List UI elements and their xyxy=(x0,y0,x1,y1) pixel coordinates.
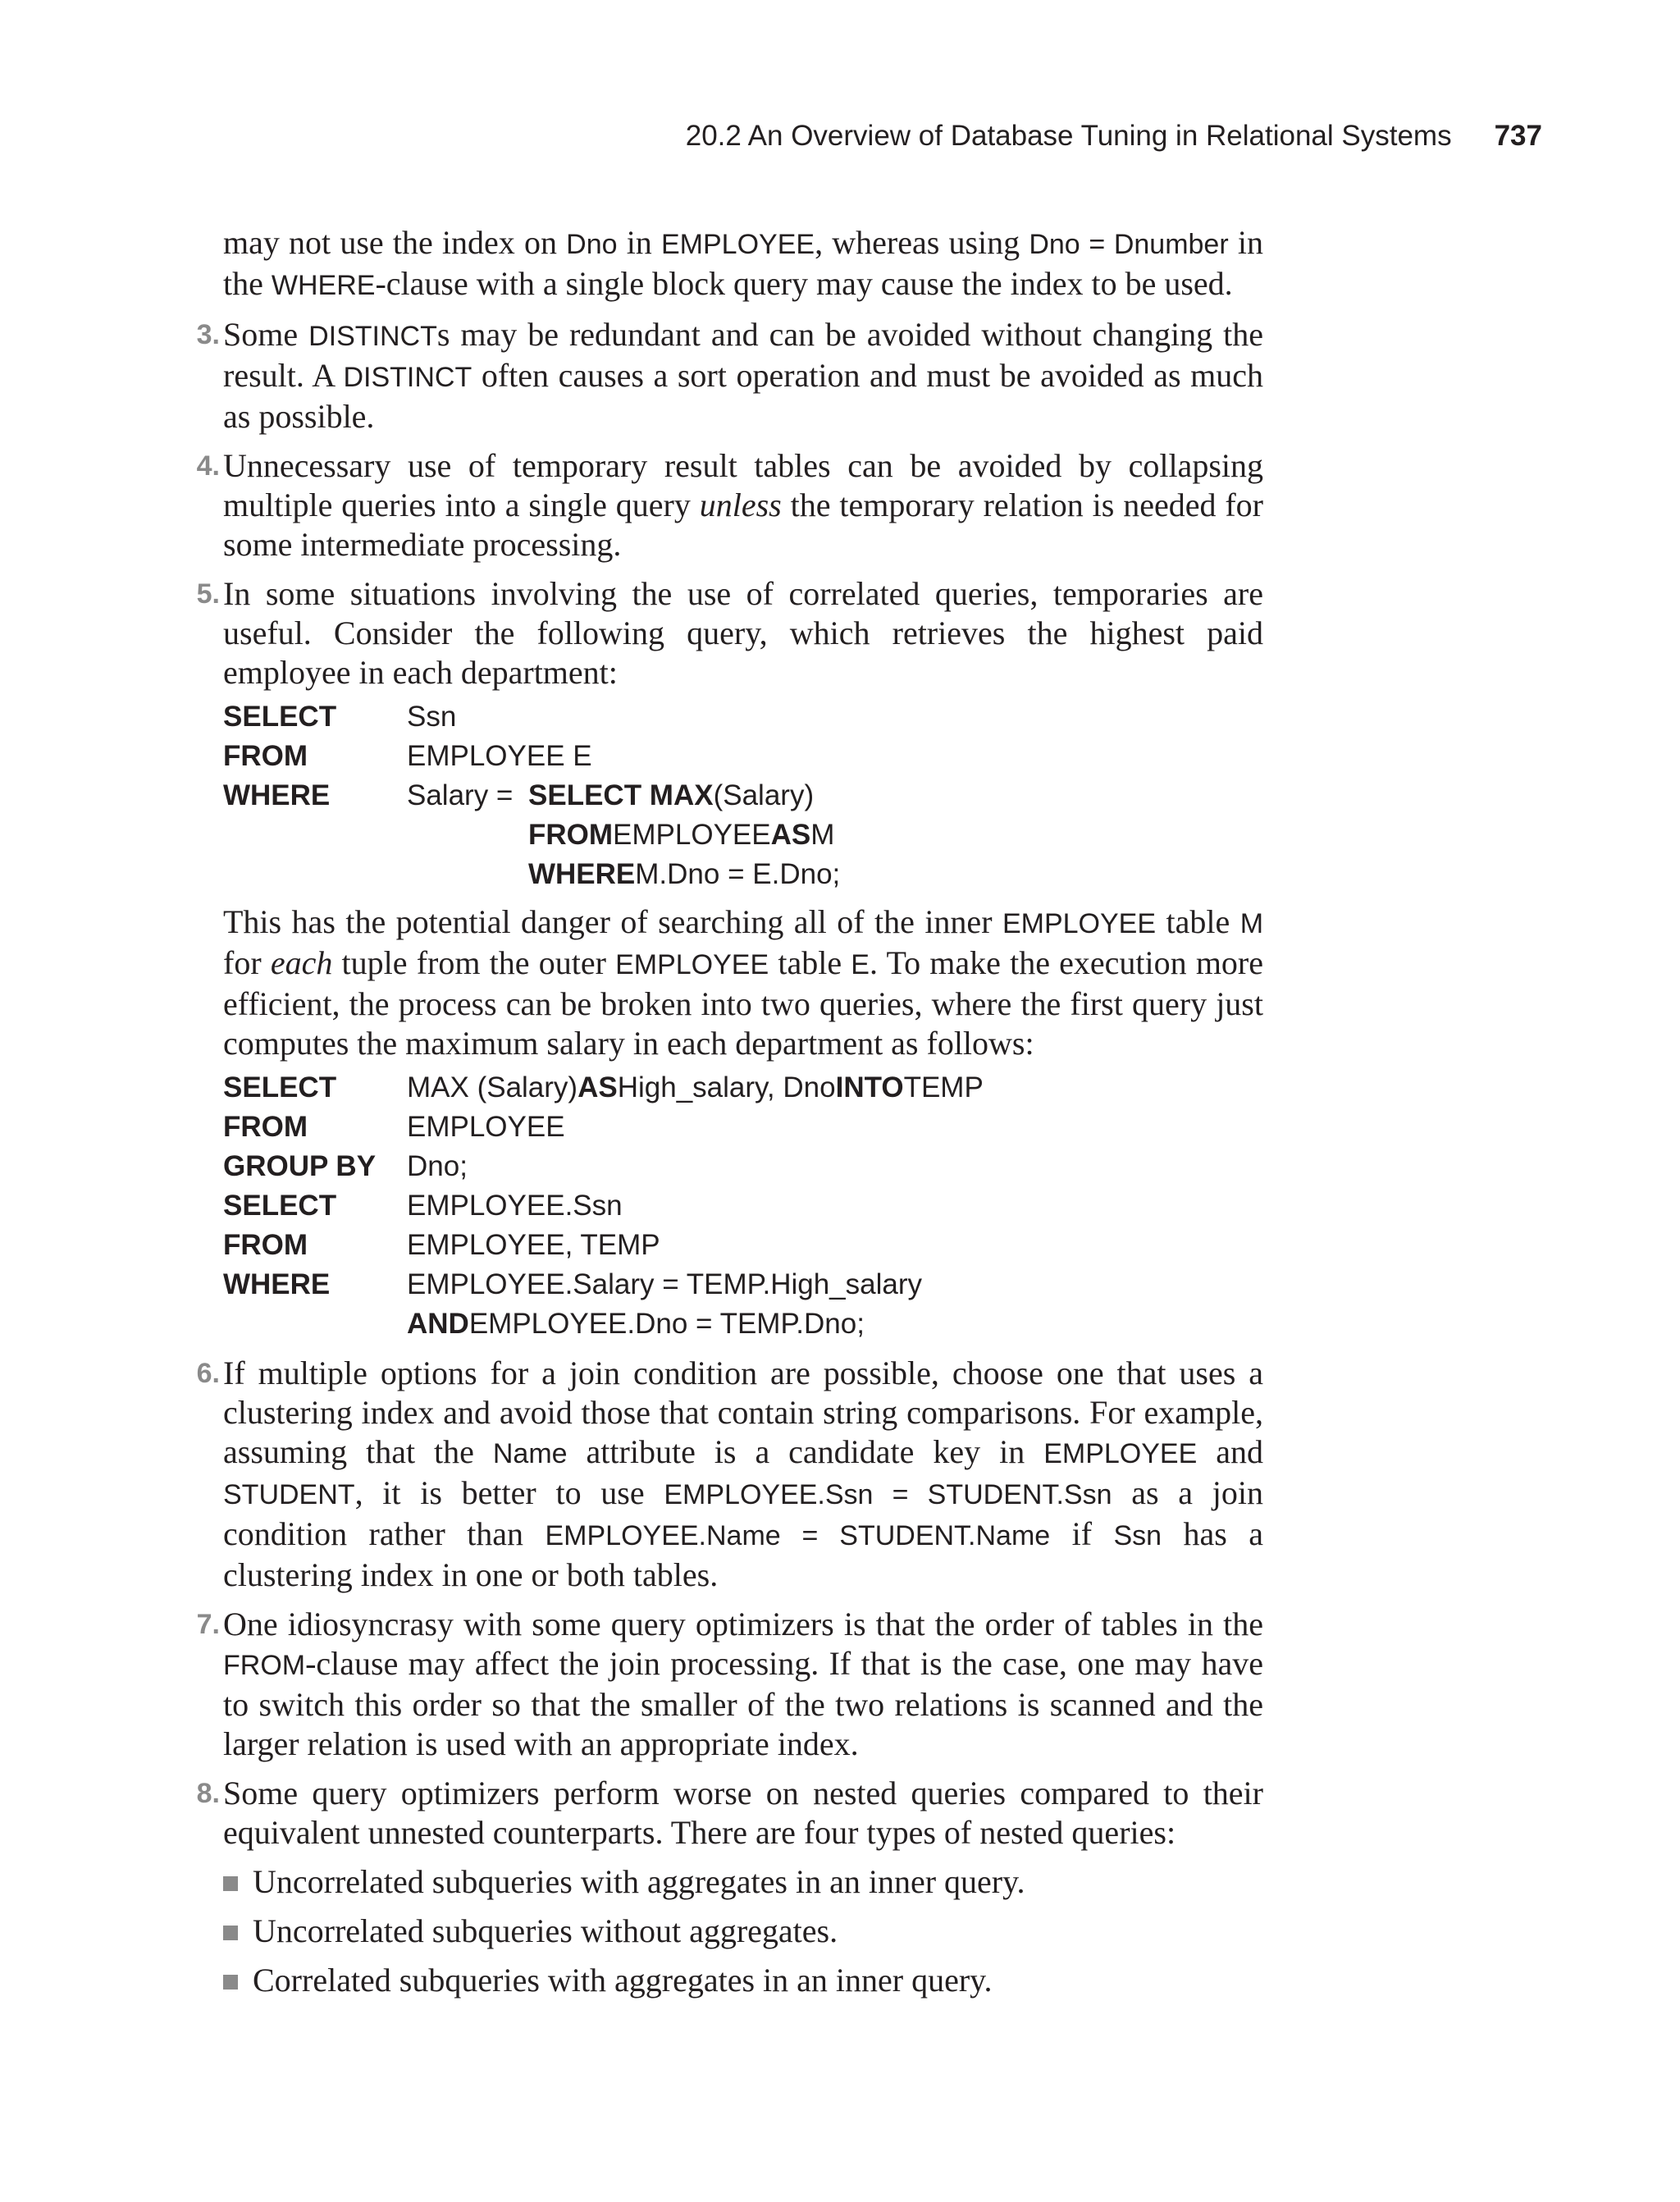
code-line xyxy=(223,1108,1263,1147)
sql-keyword: SELECT xyxy=(223,1071,337,1103)
text-run: tuple from the outer xyxy=(332,944,616,981)
sql-keyword: INTO xyxy=(835,1071,904,1103)
text-run: may not use the index on xyxy=(223,224,567,261)
sql-text: M xyxy=(810,819,835,851)
text-run: -clause with a single block query may cause the index to be used. xyxy=(375,265,1233,302)
text-run: and xyxy=(1197,1433,1263,1470)
sql-text: EMPLOYEE.Dno = TEMP.Dno; xyxy=(468,1308,865,1340)
bullet-text: Uncorrelated subqueries with aggregates in an inner query. xyxy=(253,1863,1025,1900)
code-term: EMPLOYEE.Name = STUDENT.Name xyxy=(545,1520,1051,1551)
sql-keyword: SELECT xyxy=(223,701,337,733)
text-run: Some xyxy=(223,316,309,353)
bullet-item xyxy=(223,1961,1263,2000)
square-bullet-icon xyxy=(223,1926,238,1940)
sql-text: Salary = xyxy=(407,779,514,811)
sql-keyword: GROUP BY xyxy=(223,1150,377,1182)
sql-keyword: FROM xyxy=(223,1111,308,1143)
sql-text: EMPLOYEE E xyxy=(407,740,592,772)
list-item-6 xyxy=(196,1354,1263,1595)
text-run: One idiosyncrasy with some query optimizers is that the order of tables in the xyxy=(223,1606,1263,1642)
text-run: -clause may affect the join processing. If that is the case, one may have to switch this order so that the smaller of the two relations is scanned and the larger relation is used with an appropriate index. xyxy=(223,1645,1263,1762)
item-text: In some situations involving the use of correlated queries, temporaries are useful. Consider the following query, which retrieves the highest paid employee in each department: xyxy=(223,575,1263,691)
code-indent xyxy=(407,855,528,894)
text-run: , whereas using xyxy=(815,224,1029,261)
square-bullet-icon xyxy=(223,1975,238,1990)
text-run: s may be redundant and can be avoided without changing the result. A xyxy=(223,316,1263,394)
text-run: table xyxy=(769,944,851,981)
code-term: DISTINCT xyxy=(343,362,472,393)
code-term: EMPLOYEE.Ssn = STUDENT.Ssn xyxy=(664,1479,1112,1510)
sql-keyword: SELECT MAX xyxy=(528,779,714,811)
code-term: DISTINCT xyxy=(308,321,437,352)
sql-keyword: SELECT xyxy=(223,1190,337,1222)
item-text xyxy=(223,315,1263,436)
bullet-text: Uncorrelated subqueries without aggregates. xyxy=(253,1912,838,1949)
sql-text: Ssn xyxy=(407,701,457,733)
text-run: If multiple options for a join condition are possible, choose one that uses a clustering index and avoid those that contain string comparisons. For example, assuming that the xyxy=(223,1355,1263,1470)
sql-query-1 xyxy=(223,697,1263,894)
code-term: WHERE xyxy=(271,270,376,301)
emphasis: unless xyxy=(699,487,782,523)
intro-paragraph xyxy=(223,223,1263,305)
text-run: in the xyxy=(223,224,1263,302)
code-line xyxy=(223,1186,1263,1226)
code-line xyxy=(223,737,1263,776)
text-run: has a clustering index in one or both tables. xyxy=(223,1515,1263,1593)
text-run: often causes a sort operation and must be avoided as much as possible. xyxy=(223,357,1264,435)
bullet-text: Correlated subqueries with aggregates in an inner query. xyxy=(253,1962,993,1999)
item-number: 6. xyxy=(196,1358,220,1389)
bullet-item xyxy=(223,1912,1263,1951)
code-term: STUDENT xyxy=(223,1479,355,1510)
list-item-7 xyxy=(196,1605,1263,1764)
code-line xyxy=(223,776,1263,815)
text-run: , it is better to use xyxy=(354,1474,664,1511)
text-run: the temporary relation is needed for some intermediate processing. xyxy=(223,487,1263,563)
sql-keyword: FROM xyxy=(223,1229,308,1261)
code-term: M xyxy=(1239,908,1264,939)
sql-text: TEMP xyxy=(903,1071,984,1103)
sql-text: EMPLOYEE.Salary = TEMP.High_salary xyxy=(407,1268,923,1300)
sql-keyword: FROM xyxy=(528,819,614,851)
code-term: Dno = Dnumber xyxy=(1029,229,1229,260)
item-number: 8. xyxy=(196,1778,220,1809)
section-title: 20.2 An Overview of Database Tuning in Relational Systems xyxy=(685,120,1452,152)
sql-keyword: FROM xyxy=(223,740,308,772)
code-line xyxy=(223,1304,1263,1344)
text-run: for xyxy=(223,944,271,981)
code-line xyxy=(223,1265,1263,1304)
sql-keyword: AS xyxy=(770,819,811,851)
emphasis: each xyxy=(270,944,333,981)
sql-keyword: WHERE xyxy=(528,858,636,890)
item-text xyxy=(223,446,1263,564)
list-item-4 xyxy=(196,446,1263,564)
page-number: 737 xyxy=(1494,120,1542,152)
text-run: Unnecessary use of temporary result tables can be avoided by collapsing multiple queries into a single query xyxy=(223,447,1263,523)
sql-text: MAX (Salary) xyxy=(407,1071,578,1103)
sql-text: (Salary) xyxy=(713,779,815,811)
list-item-3 xyxy=(196,315,1264,436)
sql-keyword: WHERE xyxy=(223,779,331,811)
code-term: Dno xyxy=(566,229,618,260)
code-term: Name xyxy=(492,1438,568,1469)
code-term: FROM xyxy=(223,1650,306,1681)
item-number: 5. xyxy=(196,578,220,610)
sql-keyword: AS xyxy=(578,1071,618,1103)
list-item-8 xyxy=(196,1774,1263,2000)
sql-text: EMPLOYEE xyxy=(407,1111,565,1143)
sql-keyword: WHERE xyxy=(223,1268,331,1300)
item-number: 3. xyxy=(196,319,220,350)
code-term: EMPLOYEE xyxy=(661,229,815,260)
code-line xyxy=(223,1068,1263,1108)
page-body xyxy=(196,223,1264,2000)
code-line xyxy=(223,1226,1263,1265)
square-bullet-icon xyxy=(223,1876,238,1891)
text-run: as a join condition rather than xyxy=(223,1474,1263,1552)
bullet-item xyxy=(223,1862,1263,1902)
running-header xyxy=(492,118,1542,154)
code-indent xyxy=(223,1304,407,1344)
sql-text: EMPLOYEE xyxy=(613,819,771,851)
text-run: . To make the execution more efficient, the process can be broken into two queries, where the first query just computes the maximum salary in each department as follows: xyxy=(223,944,1264,1062)
text-run: in xyxy=(617,224,661,261)
list-item-5 xyxy=(196,574,1264,1344)
code-term: EMPLOYEE xyxy=(1043,1438,1198,1469)
code-line xyxy=(223,855,1263,894)
sql-text: EMPLOYEE, TEMP xyxy=(407,1229,660,1261)
code-term: Ssn xyxy=(1113,1520,1162,1551)
sql-text: High_salary, Dno xyxy=(617,1071,836,1103)
code-line xyxy=(223,1147,1263,1186)
sql-keyword: AND xyxy=(407,1308,469,1340)
text-run: if xyxy=(1050,1515,1114,1552)
item-number: 7. xyxy=(196,1609,220,1640)
text-run: table xyxy=(1156,903,1240,940)
text-run: This has the potential danger of searching all of the inner xyxy=(223,903,1002,940)
text-run: attribute is a candidate key in xyxy=(567,1433,1044,1470)
sql-text: EMPLOYEE.Ssn xyxy=(407,1190,623,1222)
code-line xyxy=(223,815,1263,855)
sql-text: Dno; xyxy=(407,1150,468,1182)
item-text-continued xyxy=(223,902,1263,1063)
item-number: 4. xyxy=(196,450,220,482)
item-text: Some query optimizers perform worse on nested queries compared to their equivalent unnested counterparts. There are four types of nested queries: xyxy=(223,1775,1263,1851)
code-term: EMPLOYEE xyxy=(1002,908,1157,939)
code-indent xyxy=(223,855,407,894)
item-text xyxy=(223,1605,1263,1764)
code-indent xyxy=(223,815,407,855)
code-term: E xyxy=(851,949,870,980)
code-term: EMPLOYEE xyxy=(615,949,769,980)
code-line xyxy=(223,697,1263,737)
code-indent xyxy=(407,815,528,855)
sql-query-2 xyxy=(223,1068,1263,1344)
sql-text: M.Dno = E.Dno; xyxy=(635,858,841,890)
item-text xyxy=(223,1354,1263,1595)
